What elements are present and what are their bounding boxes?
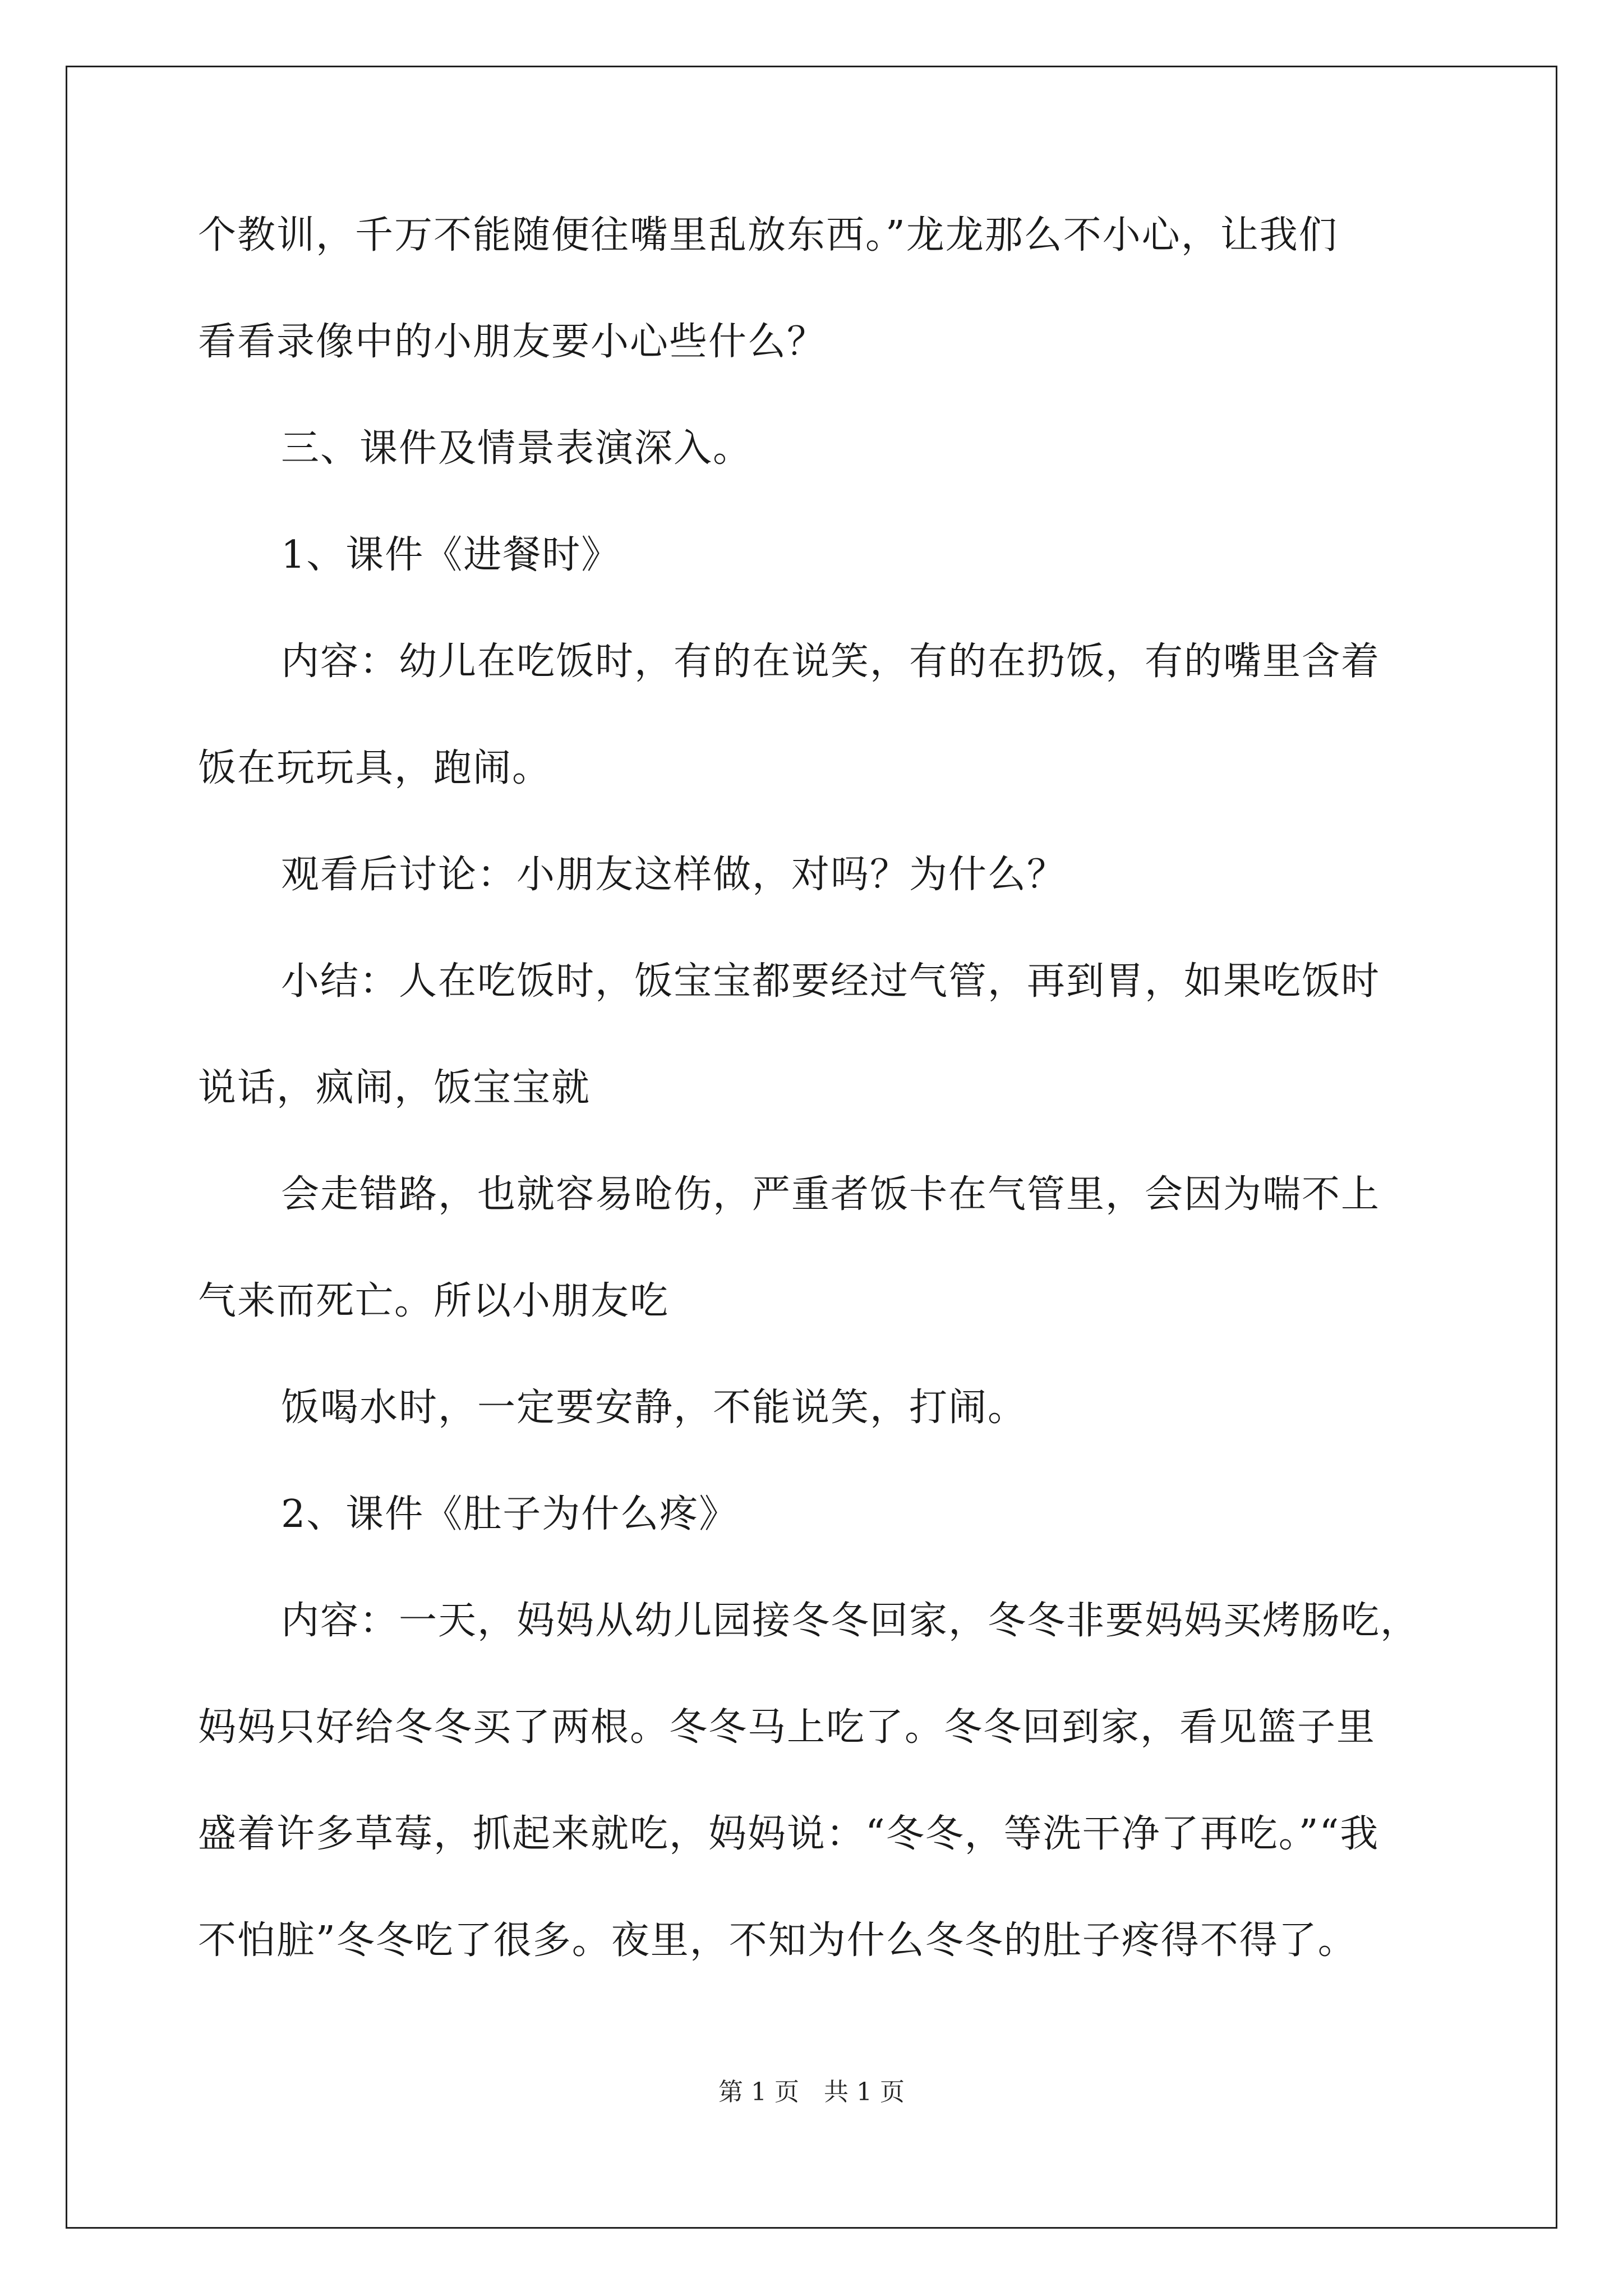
paragraph-line: 观看后讨论：小朋友这样做，对吗？为什么？ — [281, 853, 1067, 897]
paragraph-line: 妈妈只好给冬冬买了两根。冬冬马上吃了。冬冬回到家，看见篮子里 — [198, 1705, 1376, 1750]
subsection-heading: 2、课件《肚子为什么疼》 — [281, 1492, 739, 1536]
paragraph-line: 小结：人在吃饭时，饭宝宝都要经过气管，再到胃，如果吃饭时 — [281, 959, 1381, 1004]
paragraph-line: 饭喝水时，一定要安静，不能说笑，打闹。 — [281, 1386, 1027, 1430]
paragraph-line: 会走错路，也就容易呛伤，严重者饭卡在气管里，会因为喘不上 — [281, 1172, 1381, 1217]
paragraph-line: 盛着许多草莓，抓起来就吃，妈妈说：“冬冬，等洗干净了再吃。”“我 — [198, 1812, 1380, 1856]
paragraph-line: 饭在玩玩具，跑闹。 — [198, 746, 552, 790]
paragraph-line: 气来而死亡。所以小朋友吃 — [198, 1279, 670, 1323]
subsection-heading: 1、课件《进餐时》 — [281, 533, 621, 577]
page-number-footer: 第 1 页 共 1 页 — [718, 2078, 905, 2106]
section-heading: 三、课件及情景表演深入。 — [281, 426, 753, 471]
paragraph-line: 不怕脏”冬冬吃了很多。夜里，不知为什么冬冬的肚子疼得不得了。 — [198, 1918, 1357, 1963]
paragraph-line: 说话，疯闹，饭宝宝就 — [198, 1066, 591, 1110]
paragraph-line: 个教训，千万不能随便往嘴里乱放东西。”龙龙那么不小心，让我们 — [198, 213, 1338, 257]
page-border — [66, 66, 1557, 2229]
paragraph-line: 看看录像中的小朋友要小心些什么？ — [198, 320, 827, 364]
paragraph-line: 内容：幼儿在吃饭时，有的在说笑，有的在扔饭，有的嘴里含着 — [281, 639, 1381, 684]
paragraph-line: 内容：一天，妈妈从幼儿园接冬冬回家，冬冬非要妈妈买烤肠吃， — [281, 1599, 1420, 1643]
